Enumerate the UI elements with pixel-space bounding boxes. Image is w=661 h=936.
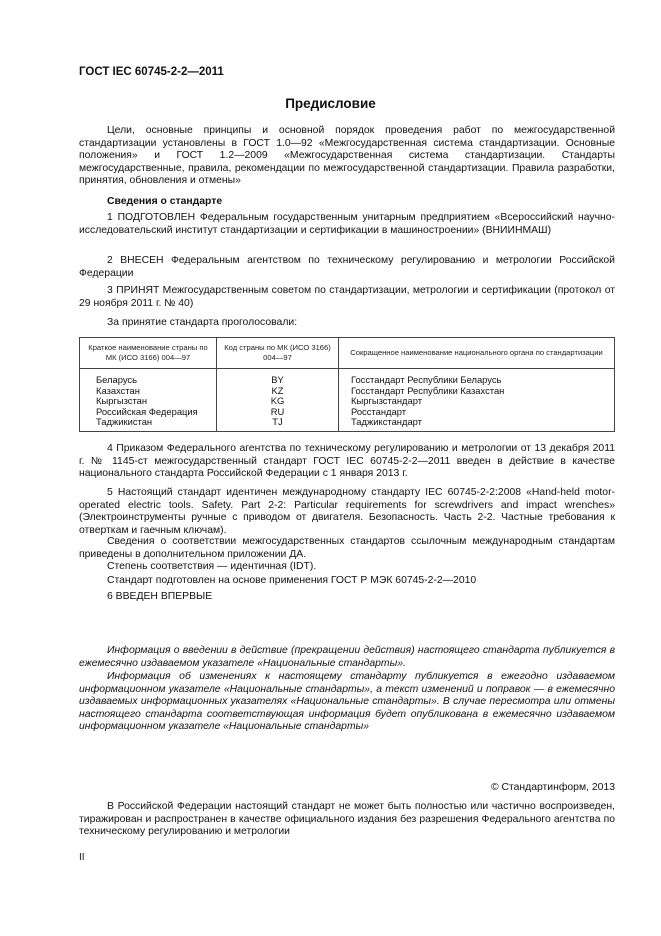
- rights-paragraph: В Российской Федерации настоящий стандарт не может быть полностью или частично воспроизведен, тиражирован и распространен в качестве официального издания без разрешения Федерального агентства по техническому регулированию и метрологии: [79, 801, 615, 838]
- item-6-paragraph: 6 ВВЕДЕН ВПЕРВЫЕ: [107, 591, 213, 602]
- vote-table-header: [80, 338, 615, 369]
- item-3-paragraph: 3 ПРИНЯТ Межгосударственным советом по стандартизации, метрологии и сертификации (протокол от 29 ноября 2011 г. № 40): [79, 285, 615, 309]
- code-cell: KZ: [217, 386, 339, 397]
- body-cell: Кыргызстандарт: [339, 396, 615, 407]
- table-row: [80, 407, 615, 418]
- country-cell: Казахстан: [80, 386, 217, 397]
- body-cell: Таджикстандарт: [339, 417, 615, 431]
- column-header-body: Сокращенное наименование национального органа по стандартизации: [339, 338, 615, 369]
- item-5-paragraph: 5 Настоящий стандарт идентичен международному стандарту IEC 60745-2-2:2008 «Hand-held motor-operated electric tools. Safety. Part 2-2: Particular requirements for screwdrivers and impact wrenches» (Электроинструменты ручные с приводом от двигателя. Безопасность. Часть 2-2. Частные требования к отверткам и гаечным ключам).: [79, 487, 615, 536]
- country-cell: Кыргызстан: [80, 396, 217, 407]
- info-heading: Сведения о стандарте: [107, 196, 223, 207]
- intro-paragraph: Цели, основные принципы и основной порядок проведения работ по межгосударственной стандартизации установлены в ГОСТ 1.0—92 «Межгосударственная система стандартизации. Основные положения» и ГОСТ 1.2—2009 «Межгосударственная система стандартизации. Стандарты межгосударственные, правила, рекомендации по межгосударственной стандартизации. Правила разработки, принятия, обновления и отмены»: [79, 125, 615, 187]
- table-row: [80, 369, 615, 386]
- body-cell: Росстандарт: [339, 407, 615, 418]
- code-cell: BY: [217, 369, 339, 386]
- country-cell: Российская Федерация: [80, 407, 217, 418]
- country-cell: Таджикистан: [80, 417, 217, 431]
- code-cell: RU: [217, 407, 339, 418]
- copyright-line: © Стандартинформ, 2013: [490, 782, 615, 793]
- page-title: Предисловие: [285, 96, 376, 111]
- vote-table: [79, 337, 615, 432]
- code-cell: TJ: [217, 417, 339, 431]
- column-header-country: Краткое наименование страны по МК (ИСО 3166) 004—97: [80, 338, 217, 369]
- item-4-paragraph: 4 Приказом Федерального агентства по техническому регулированию и метрологии от 13 декабря 2011 г. № 1145-ст межгосударственный стандарт ГОСТ IEC 60745-2-2—2011 введен в действие в качестве национального стандарта Российской Федерации с 1 января 2013 г.: [79, 443, 615, 480]
- basis-paragraph: Стандарт подготовлен на основе применения ГОСТ Р МЭК 60745-2-2—2010: [107, 575, 477, 586]
- page-number: II: [79, 852, 85, 863]
- item-1-paragraph: 1 ПОДГОТОВЛЕН Федеральным государственным унитарным предприятием «Всероссийский научно-исследовательский институт стандартизации и сертификации в машиностроении» (ВНИИНМАШ): [79, 212, 615, 236]
- table-row: [80, 417, 615, 431]
- vote-intro: За принятие стандарта проголосовали:: [107, 317, 298, 328]
- body-cell: Госстандарт Республики Казахстан: [339, 386, 615, 397]
- body-cell: Госстандарт Республики Беларусь: [339, 369, 615, 386]
- notice-paragraph-2: Информация об изменениях к настоящему стандарту публикуется в ежегодно издаваемом информационном указателе «Национальные стандарты», а текст изменений и поправок — в ежемесячно издаваемых информационных указателях «Национальные стандарты». В случае пересмотра или отмены настоящего стандарта соответствующая информация будет опубликована в ежемесячно издаваемом информационном указателе «Национальные стандарты»: [79, 671, 615, 733]
- document-header: ГОСТ IEC 60745-2-2—2011: [79, 66, 224, 78]
- notice-paragraph-1: Информация о введении в действие (прекращении действия) настоящего стандарта публикуется в ежемесячно издаваемом указателе «Национальные стандарты».: [79, 645, 615, 669]
- degree-paragraph: Степень соответствия — идентичная (IDT).: [107, 561, 317, 572]
- table-row: [80, 386, 615, 397]
- column-header-code: Код страны по МК (ИСО 3166) 004—97: [217, 338, 339, 369]
- code-cell: KG: [217, 396, 339, 407]
- country-cell: Беларусь: [80, 369, 217, 386]
- item-2-paragraph: 2 ВНЕСЕН Федеральным агентством по техническому регулированию и метрологии Российской Федерации: [79, 255, 615, 279]
- references-paragraph: Сведения о соответствии межгосударственных стандартов ссылочным международным стандартам приведены в дополнительном приложении ДА.: [79, 536, 615, 560]
